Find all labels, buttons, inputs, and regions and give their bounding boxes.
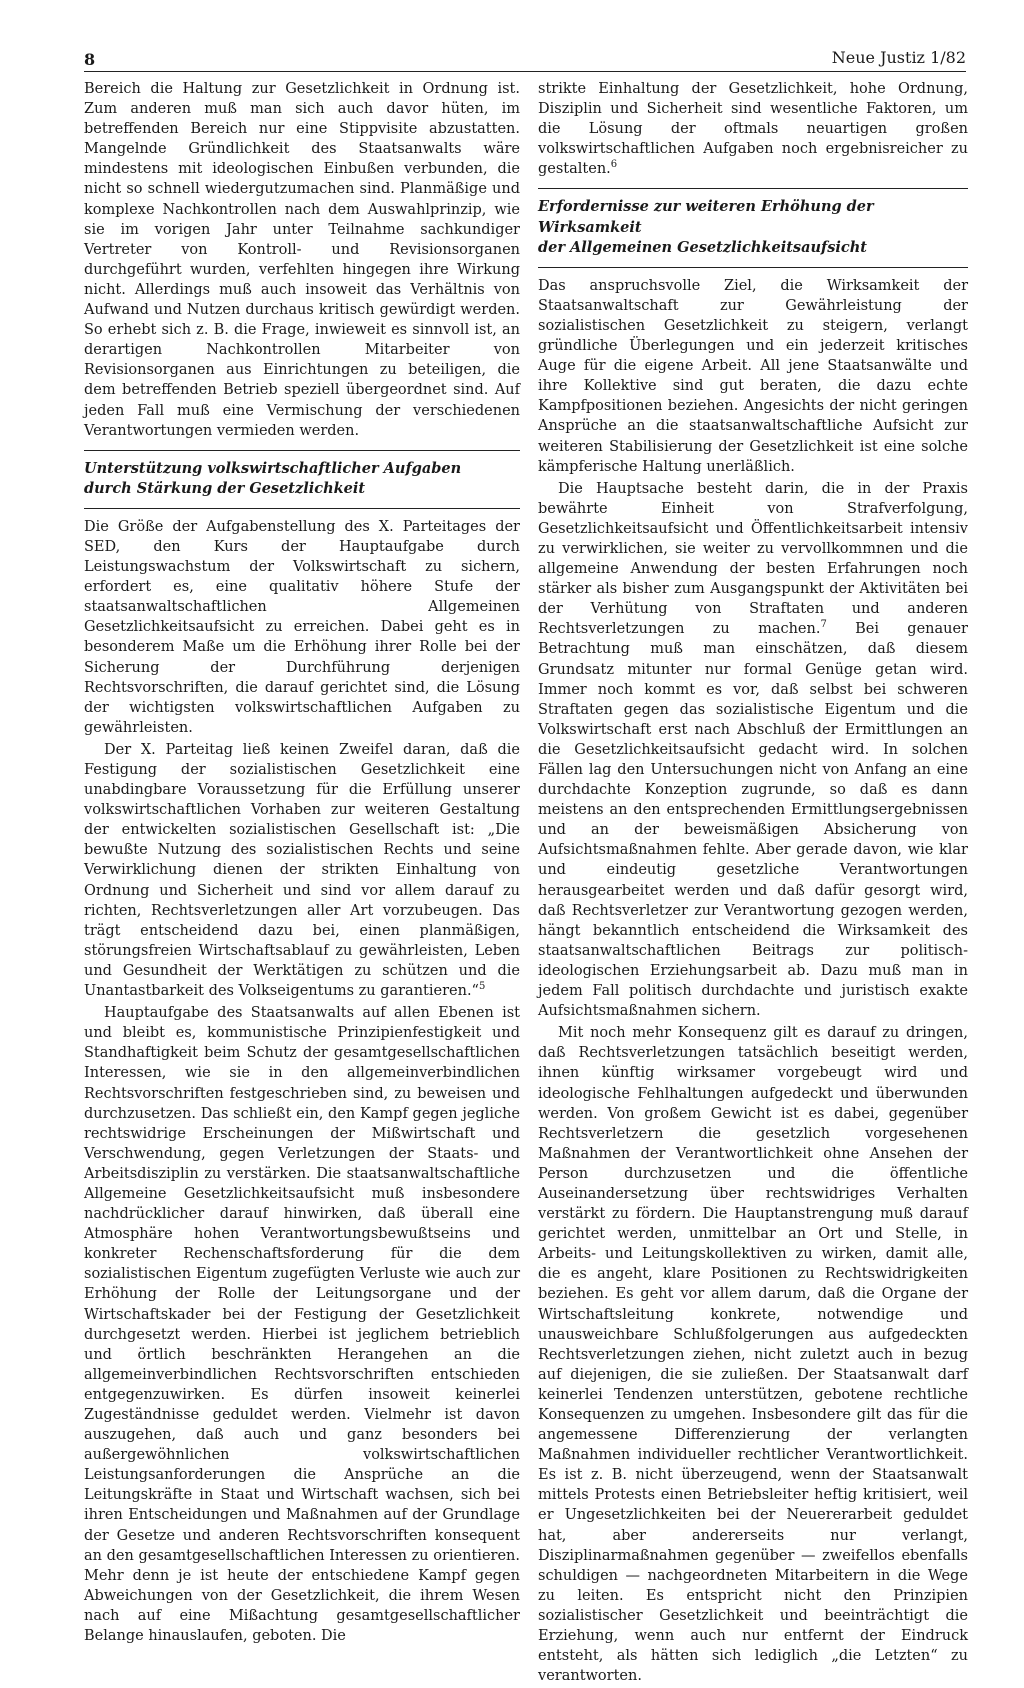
section-heading-line: der Allgemeinen Gesetzlichkeitsaufsicht (538, 238, 867, 256)
paragraph (538, 79, 968, 179)
paragraph-text: Bei genauer Betrachtung muß man einschätzen, daß diesem Grundsatz mitunter nur formal Genüge getan wird. Immer noch kommt es vor, daß selbst bei schweren Straftaten gegen das sozialistische Eigentum und die Volkswirtschaft erst nach Abschluß der Ermittlungen an die Gesetzlichkeitsaufsicht gedacht wird. In solchen Fällen lag den Untersuchungen nicht von Anfang an eine durchdachte Konzeption zugrunde, so daß es dann meistens an den entsprechenden Ermittlungsergebnissen und an der beweismäßigen Absicherung von Aufsichtsmaßnahmen fehlte. Aber gerade davon, wie klar und eindeutig gesetzliche Verantwortungen herausgearbeitet werden und daß dafür gesorgt wird, daß Rechtsverletzer zur Verantwortung gezogen werden, hängt bekanntlich entscheidend die Wirksamkeit des staatsanwaltschaftlichen Beitrags zur politisch-ideologischen Erziehungsarbeit ab. Dazu muß man in jedem Fall politisch durchdachte und juristisch exakte Aufsichtsmaßnahmen sichern. (538, 621, 968, 1020)
paragraph: Hauptaufgabe des Staatsanwalts auf allen Ebenen ist und bleibt es, kommunistische Prinzipienfestigkeit und Standhaftigkeit beim Schutz der gesamtgesellschaftlichen Interessen, wie sie in den allgemeinverbindlichen Rechtsvorschriften festgeschrieben sind, zu beweisen und durchzusetzen. Das schließt ein, den Kampf gegen jegliche rechtswidrige Erscheinungen der Mißwirtschaft und Verschwendung, gegen Verletzungen der Staats- und Arbeitsdisziplin zu verstärken. Die staatsanwaltschaftliche Allgemeine Gesetzlichkeitsaufsicht muß insbesondere nachdrücklicher darauf hinwirken, daß überall eine Atmosphäre hohen Verantwortungsbewußtseins und konkreter Rechenschaftsforderung für die dem sozialistischen Eigentum zugefügten Verluste wie auch zur Erhöhung der Rolle der Leitungsorgane und der Wirtschaftskader bei der Festigung der Gesetzlichkeit durchgesetzt werden. Hierbei ist jeglichem betrieblich und örtlich beschränkten Herangehen an die allgemeinverbindlichen Rechtsvorschriften entschieden entgegenzuwirken. Es dürfen insoweit keinerlei Zugeständnisse geduldet werden. Vielmehr ist davon auszugehen, daß auch und ganz besonders bei außergewöhnlichen volkswirtschaftlichen Leistungsanforderungen die Ansprüche an die Leitungskräfte in Staat und Wirtschaft wachsen, sich bei ihren Entscheidungen und Maßnahmen auf der Grundlage der Gesetze und anderen Rechtsvorschriften konsequent an den gesamtgesellschaftlichen Interessen zu orientieren. Mehr denn je ist heute der entschiedene Kampf gegen Abweichungen von der Gesetzlichkeit, die ihrem Wesen nach auf eine Mißachtung gesamtgesellschaftlicher Belange hinauslaufen, geboten. Die (84, 1005, 520, 1645)
right-column (538, 79, 968, 1688)
paragraph (84, 740, 520, 1001)
journal-issue: Neue Justiz 1/82 (831, 48, 966, 67)
page-number: 8 (84, 50, 96, 69)
paragraph: Die Größe der Aufgabenstellung des X. Parteitages der SED, den Kurs der Hauptaufgabe durch Leistungswachstum der Volkswirtschaft zu sichern, erfordert es, eine qualitativ höhere Stufe der staatsanwaltschaftlichen Allgemeinen Gesetzlichkeitsaufsicht zu erreichen. Dabei geht es in besonderem Maße um die Erhöhung ihrer Rolle bei der Sicherung der Durchführung derjenigen Rechtsvorschriften, die darauf gerichtet sind, die Lösung der wichtigsten volkswirtschaftlichen Aufgaben zu gewährleisten. (84, 518, 520, 736)
paragraph: Mit noch mehr Konsequenz gilt es darauf zu dringen, daß Rechtsverletzungen tatsächlich beseitigt werden, ihnen künftig wirksamer vorgebeugt wird und ideologische Fehlhaltungen aufgedeckt und überwunden werden. Von großem Gewicht ist es dabei, gegenüber Rechtsverletzern die gesetzlich vorgesehenen Maßnahmen der Verantwortlichkeit ohne Ansehen der Person durchzusetzen und die öffentliche Auseinandersetzung über rechtswidriges Verhalten verstärkt zu fördern. Die Hauptanstrengung muß darauf gerichtet werden, unmittelbar an Ort und Stelle, in Arbeits- und Leitungskollektiven zu wirken, damit alle, die es angeht, klare Positionen zu Rechtswidrigkeiten beziehen. Es geht vor allem darum, daß die Organe der Wirtschaftsleitung konkrete, notwendige und unausweichbare Schlußfolgerungen aus aufgedeckten Rechtsverletzungen ziehen, nicht zuletzt auch in bezug auf diejenigen, die sie zuließen. Der Staatsanwalt darf keinerlei Tendenzen unterstützen, gebotene rechtliche Konsequenzen zu umgehen. Insbesondere gilt das für die angemessene Differenzierung der verlangten Maßnahmen individueller rechtlicher Verantwortlichkeit. Es ist z. B. nicht überzeugend, wenn der Staatsanwalt mittels Protests einen Betriebsleiter heftig kritisiert, weil er Ungesetzlichkeiten bei der Neuererarbeit geduldet hat, aber andererseits nur verlangt, Disziplinarmaßnahmen gegenüber — zweifellos ebenfalls schuldigen — nachgeordneten Mitarbeitern in die Wege zu leiten. Es entspricht nicht den Prinzipien sozialistischer Gesetzlichkeit und beeinträchtigt die Erziehung, wenn auch nur entfernt der Eindruck entsteht, als hätten sich lediglich „die Letzten“ zu verantworten. (538, 1025, 968, 1685)
footnote-marker: 7 (820, 619, 827, 631)
section-heading-line: Unterstützung volkswirtschaftlicher Aufgaben (84, 459, 462, 477)
paragraph-text: Die Hauptsache besteht darin, die in der Praxis bewährte Einheit von Strafverfolgung, Gesetzlichkeitsaufsicht und Öffentlichkeitsarbeit intensiv zu verwirklichen, sie weiter zu vervollkommnen und die allgemeine Anwendung der besten Erfahrungen noch stärker als bisher zum Ausgangspunkt der Aktivitäten bei der Verhütung von Straftaten und anderen Rechtsverletzungen zu machen. (538, 480, 968, 638)
section-divider (84, 508, 520, 509)
paragraph-text: Der X. Parteitag ließ keinen Zweifel daran, daß die Festigung der sozialistischen Gesetzlichkeit eine unabdingbare Voraussetzung für die Erfüllung unserer volkswirtschaftlichen Vorhaben zur weiteren Gestaltung der entwickelten sozialistischen Gesellschaft ist: „Die bewußte Nutzung des sozialistischen Rechts und seine Verwirklichung dienen der strikten Einhaltung von Ordnung und Sicherheit und sind vor allem darauf zu richten, Rechtsverletzungen aller Art vorzubeugen. Das trägt entscheidend dazu bei, einen planmäßigen, störungsfreien Wirtschaftsablauf zu gewährleisten, Leben und Gesundheit der Werktätigen zu schützen und die Unantastbarkeit des Volkseigentums zu garantieren.“ (84, 741, 520, 1000)
section-heading-line: durch Stärkung der Gesetzlichkeit (84, 479, 366, 497)
paragraph: Das anspruchsvolle Ziel, die Wirksamkeit der Staatsanwaltschaft zur Gewährleistung der sozialistischen Gesetzlichkeit zu steigern, verlangt gründliche Überlegungen und ein jederzeit kritisches Auge für die eigene Arbeit. All jene Staatsanwälte und ihre Kollektive sind gut beraten, die dazu echte Kampfpositionen beziehen. Angesichts der nicht geringen Ansprüche an die staatsanwaltschaftliche Aufsicht zur weiteren Stabilisierung der Gesetzlichkeit ist eine solche kämpferische Haltung unerläßlich. (538, 277, 968, 475)
footnote-marker: 6 (610, 159, 618, 171)
header-rule (84, 71, 966, 72)
section-heading-line: Erfordernisse zur weiteren Erhöhung der Wirksamkeit (538, 198, 874, 236)
paragraph (538, 479, 968, 1022)
section-divider (538, 267, 968, 268)
left-column (84, 79, 520, 1648)
footnote-marker: 5 (478, 981, 486, 993)
section-heading (84, 459, 520, 499)
section-heading (538, 197, 968, 257)
paragraph-text: strikte Einhaltung der Gesetzlichkeit, hohe Ordnung, Disziplin und Sicherheit sind wesentliche Faktoren, um die Lösung der oftmals neuartigen großen volkswirtschaftlichen Aufgaben noch ergebnisreicher zu gestalten. (538, 81, 968, 178)
section-divider (84, 450, 520, 451)
section-divider (538, 188, 968, 189)
paragraph: Bereich die Haltung zur Gesetzlichkeit in Ordnung ist. Zum anderen muß man sich auch davor hüten, im betreffenden Bereich nur eine Stippvisite abzustatten. Mangelnde Gründlichkeit des Staatsanwalts wäre mindestens mit ideologischen Einbußen verbunden, die nicht so schnell wiedergutzumachen sind. Planmäßige und komplexe Nachkontrollen nach dem Auswahlprinzip, wie sie im vorigen Jahr unter Teilnahme sachkundiger Vertreter von Kontroll- und Revisionsorganen durchgeführt wurden, verfehlten hingegen ihre Wirkung nicht. Allerdings muß auch insoweit das Verhältnis von Aufwand und Nutzen durchaus kritisch gewürdigt werden. So erhebt sich z. B. die Frage, inwieweit es sinnvoll ist, an derartigen Nachkontrollen Mitarbeiter von Revisionsorganen aus Einrichtungen zu beteiligen, die dem betreffenden Betrieb speziell übergeordnet sind. Auf jeden Fall muß eine Vermischung der verschiedenen Verantwortungen vermieden werden. (84, 81, 520, 439)
